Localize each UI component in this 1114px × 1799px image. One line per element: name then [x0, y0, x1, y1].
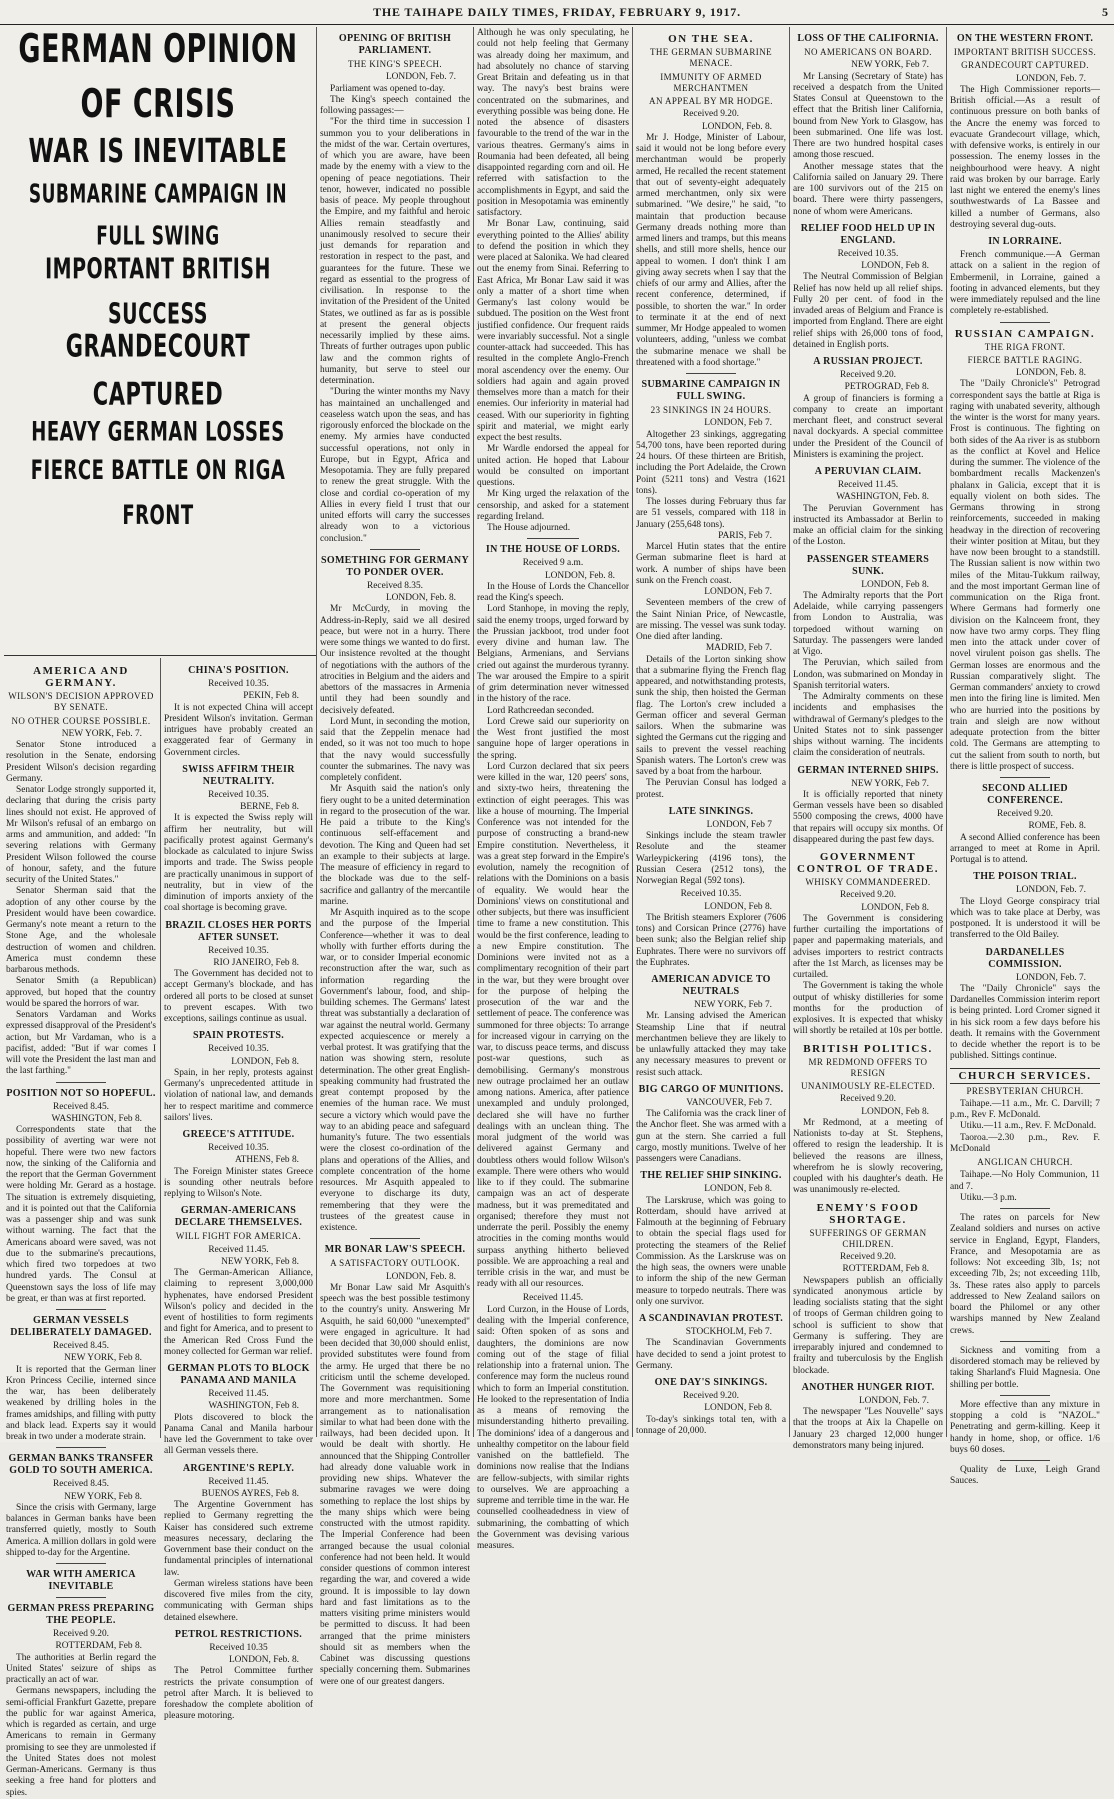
article-heading: AMERICA AND GERMANY.	[33, 665, 129, 689]
article-heading: BIG CARGO OF MUNITIONS.	[638, 1083, 784, 1095]
paragraph: The High Commissioner reports—British official.—As a result of continuous pressure on both banks of the Ancre the enemy was forced to evacuate Grandecourt village, which, with defensive works, is entirely in our possession. The enemy losses in the neighbourhood were heavy. A night raid was broken by our barrage. Early last night we entered the enemy's lines southwestwards of La Bassee and killed a number of Germans, also destroying several dug-outs.	[950, 84, 1100, 230]
article-heading: GERMAN PRESS PREPARING THE PEOPLE.	[7, 1603, 155, 1626]
article-heading: GOVERNMENT CONTROL OF TRADE.	[797, 851, 939, 875]
paragraph: Newspapers publish an officially syndicated anonymous article by leading socialists stating that the sight of troops of German children going to school is sufficient to show that Germany is suffering. They are irreparably injured and condemned to frailty and tuberculosis by the English blockade.	[793, 1275, 943, 1376]
paragraph: The Admiralty reports that the Port Adelaide, while carrying passengers from London to Australia, was torpedoed without warning on Saturday. The passengers were landed at Vigo.	[793, 590, 943, 657]
paragraph: Mr Redmond, at a meeting of Nationists to-day at St. Stephens, offered to resign the leadership. It is believed the reasons are illness, wherefrom he is slowly recovering, coupled with his daughter's death. He was unanimously re-elected.	[793, 1117, 943, 1196]
received-time: Received 11.45.	[208, 1389, 269, 1399]
sub-heading: MR REDMOND OFFERS TO RESIGN	[808, 1056, 928, 1078]
paragraph: The rates on parcels for New Zealand soldiers and nurses on active service in England, Egypt, Flanders, France, and Mesopotamia are as follows: Not exceeding 3lb, 1s; not exceeding 7lb, 2s; not exceeding 11lb, 3s. These rates also apply to parcels addressed to New Zealand sailors on board the Philomel or any other warships manned by New Zealand crews.	[950, 1213, 1100, 1336]
article-heading: AMERICAN ADVICE TO NEUTRALS	[651, 974, 771, 997]
article-heading: GERMAN-AMERICANS DECLARE THEMSELVES.	[174, 1205, 303, 1229]
paragraph: Lord Curzon, in the House of Lords, dealing with the Imperial conference, said: Often spoken of as sons and daughters, the dominions are now coming out of the stage of filial relationship into a fraternal union. The conference may form the nucleus round which to form an Imperial constitution. He looked to the representation of India as a means of removing the misunderstanding hitherto prevailing. The dominions' idea of a dangerous and unhealthy competitor on the labour field vanished on the battlefield. The dominions now realise that the Indians are fellow-subjects, with similar rights to ourselves. We are approaching a supreme and terrible time in the war. He counselled coolheadedness in view of submarining, the combatting of which the Government was devising various measures.	[477, 1304, 629, 1551]
dateline: LONDON, Feb. 8.	[701, 121, 772, 132]
paragraph: The Larskruse, which was going to Rotterdam, should have arrived at Falmouth at the beginning of February to obtain the special flags used for protecting the steamers of the Relief Commission. As the Larskruse was on the high seas, the owners were unable to inform the ship of the new German measure to torpedo neutrals. There was only one survivor.	[636, 1195, 786, 1307]
headline-3: SUBMARINE CAMPAIGN IN FULL SWING	[28, 180, 288, 252]
paragraph: Spain, in her reply, protests against Germany's unprecedented attitude in violation of national law, and demands her to respect maritime and commerce sailors' lives.	[164, 1067, 313, 1123]
dateline: PARIS, Feb 7.	[718, 530, 772, 541]
received-time: Received 10.35.	[208, 789, 269, 800]
dateline: WASHINGTON, Feb 8.	[51, 1113, 142, 1124]
paragraph: Lord Stanhope, in moving the reply, said the enemy troops, urged forward by the Prussian jackboot, trod under foot every divine and human law. The Belgians, Armenians, and Servians cried out against the murderous tyranny. The war aroused the Empire to a spirit of grim determination never witnessed in the history of the race.	[477, 604, 629, 705]
paragraph: Marcel Hutin states that the entire German submarine fleet is hard at work. A number of ships have been sunk on the French coast.	[636, 542, 786, 586]
dateline: LONDON, Feb 7.	[704, 587, 772, 597]
headline-divider	[4, 655, 316, 656]
dateline: NEW YORK, Feb 7.	[851, 60, 929, 71]
dateline: LONDON, Feb 8.	[704, 1184, 772, 1195]
sub-heading: A SATISFACTORY OUTLOOK.	[330, 1258, 460, 1269]
paragraph: The Peruvian Government has instructed its Ambassador at Berlin to make an official claim for the sinking of the Loston.	[793, 503, 943, 548]
received-time: Received 9.20.	[683, 109, 739, 120]
received-time: Received 11.45.	[208, 1476, 269, 1487]
article-heading: IN THE HOUSE OF LORDS.	[485, 544, 621, 556]
article-heading: THE RELIEF SHIP SINKING.	[640, 1170, 782, 1182]
article-heading: A RUSSIAN PROJECT.	[813, 356, 923, 367]
paragraph: Senator Sherman said that the adoption of any other course by the President would have been cowardice. Germany's note meant a return to the Stone Age, and the wholesale destruction of women and children. America must condemn these barbarous methods.	[6, 886, 156, 975]
paragraph: The Peruvian Consul has lodged a protest.	[636, 778, 786, 800]
column-rule	[316, 27, 317, 1437]
article-heading: IN LORRAINE.	[988, 236, 1062, 247]
paragraph: The Foreign Minister states Greece is sounding other neutrals before replying to Wilson's Note.	[164, 1166, 313, 1199]
paragraph: The California was the crack liner of the Anchor fleet. She was armed with a gun at the stern. She carried a full cargo, mostly munitions. Twelve of her passengers were Canadians.	[636, 1109, 786, 1164]
paragraph: It is not expected China will accept President Wilson's invitation. German intrigues have probably created an exaggerated fear of Germany in Government circles.	[164, 702, 313, 758]
page-number: 5	[1102, 5, 1108, 19]
article-heading: GERMAN INTERNED SHIPS.	[797, 764, 939, 776]
sub-heading: 23 SINKINGS IN 24 HOURS.	[650, 405, 772, 415]
paragraph: The House adjourned.	[487, 523, 571, 533]
received-time: Received 9.20.	[840, 890, 896, 901]
paragraph: Another message states that the California sailed on January 29. There are 100 survivors out of the 215 on board. There were thirty passengers, none of whom were Americans.	[793, 161, 943, 217]
received-time: Received 9.20.	[683, 1391, 739, 1401]
masthead	[0, 0, 1114, 25]
article-heading: ARGENTINE'S REPLY.	[182, 1462, 295, 1474]
paragraph: The authorities at Berlin regard the United States' seizure of ships as practically an act of war.	[6, 1652, 156, 1685]
received-time: Received 9.20.	[997, 809, 1053, 819]
sub-heading: THE KING'S SPEECH.	[347, 59, 443, 69]
article-heading: A SCANDINAVIAN PROTEST.	[638, 1313, 784, 1324]
paragraph: French communique.—A German attack on a salient in the region of Embermenil, in Lorraine, gained a footing in advanced elements, but they were immediately repulsed and the line completely re-established.	[950, 250, 1100, 317]
article-heading: SUBMARINE CAMPAIGN IN FULL SWING.	[641, 379, 781, 402]
paragraph: The "Daily Chronicle's" Petrograd correspondent says the battle at Riga is raging with unabated severity, although the winter is the worst for many years. Frost is continuous. The fighting on both sides of the Aa river is as stubborn as the conflict at Kovel and Helice during the summer. The violence of the bombardment recalls Mackenzen's phalanx in Galicia, except that it is equally violent on both sides. The Germans throwing in strong reinforcements, succeeded in making headway in the direction of recovering their winter position at Mitau, but they have now been brought to a standstill. The Russian salient is now within two miles of the Mitau-Tukkum railway, and the most important German line of communication on the Riga front. Where Germans had formerly one division on the Kalnceem front, they now have two army corps. They fling men into the attack under cover of novel virulent poison gas shells. The German losses are enormous and the Russian comparatively slight. The German commanders' anxiety to crowd men into the firing line is limited. Men who are hurried into the positions by train and sleigh are now without adequate protection from the bitter cold. The Germans are attempting to cut the salient from south to north, but there is little prospect of success.	[950, 379, 1100, 772]
dateline: MADRID, Feb 7.	[705, 643, 772, 654]
paragraph: A second Allied conference has been arranged to meet at Rome in April. Portugal is to attend.	[950, 832, 1100, 865]
dateline: LONDON, Feb. 8.	[385, 593, 456, 603]
paragraph: The Government is taking the whole output of whisky distilleries for some months for the production of explosives. It is expected that whisky will shortly be retailed at 10s per bottle.	[793, 981, 943, 1037]
column-rule	[160, 658, 161, 1438]
received-time: Received 10.35.	[208, 679, 269, 689]
received-time: Received 10.35.	[208, 945, 269, 956]
paragraph: "During the winter months my Navy has maintained an unchallenged and ceaseless watch upon the seas, and has rigorously enforced the blockade on the enemy. My armies have conducted successful operations, not only in Europe, but in Egypt, Africa and Mesopotamia. They are fully prepared to renew the great struggle. With the close and cordial co-operation of my Allies in every field I trust that our united efforts will carry the successes already won to a victorious conclusion."	[320, 387, 470, 544]
separator	[56, 1597, 106, 1598]
dateline: LONDON, Feb. 8.	[544, 570, 615, 581]
separator	[1000, 777, 1050, 778]
article-heading: SOMETHING FOR GERMANY TO PONDER OVER.	[321, 554, 469, 578]
paragraph: Mr McCurdy, in moving the Address-in-Reply, said we all desired peace, but were not in a hurry. There were some things we wanted to do first. Our insistence revolted at the thought of negotiations with the authors of the atrocities in Belgium and the aiders and abettors of the massacres in Armenia until they had been soundly and decisively defeated.	[320, 604, 470, 716]
sub-heading: AN APPEAL BY MR HODGE.	[649, 96, 773, 106]
dateline: LONDON, Feb. 7.	[385, 72, 456, 83]
paragraph: Although he was only speculating, he could not help feeling that Germany was already doing her maximum, and had absolutely no chance of starving Great Britain and defeating us in that way. The navy's best brains were concentrated on the submarines, and everything possible was being done. He noted the absence of disasters favourable to the trend of the war in the various theatres. Germany's aims in Roumania had been defeated, all being disappointed regarding corn and oil. He referred with satisfaction to the accomplishments in Egypt, and said the position in Mesopotamia was eminently satisfactory.	[477, 28, 629, 218]
paragraph: The Argentine Government has replied to Germany regretting the Kaiser has considered such extreme measures necessary, declaring the Government base their conduct on the fundamental principles of international law.	[164, 1500, 313, 1578]
paragraph: The newspaper "Les Nouvelle" says that the troops at Aix la Chapelle on January 23 charged 12,000 hunger demonstrators many being injured.	[793, 1407, 943, 1451]
sub-heading: PRESBYTERIAN CHURCH.	[966, 1085, 1084, 1096]
received-time: Received 11.45.	[837, 480, 899, 490]
paragraph: It is officially reported that ninety German vessels have been so disabled 5500 composing the crews, 4000 have that repairs will occupy six months. Of disappeared during the past few days.	[793, 789, 943, 845]
sub-heading: NO AMERICANS ON BOARD.	[804, 47, 932, 57]
received-time: Received 9.20.	[840, 1094, 896, 1105]
paragraph: Senator Lodge strongly supported it, declaring that during the crisis party lines should not exist. He approved of Mr Wilson's refusal of an embargo on arms and ammunition, and added: "In severing relations with Germany President Wilson followed the course of honour, safety, and the future security of the United States."	[6, 785, 156, 885]
paragraph: Mr King urged the relaxation of the censorship, and asked for a statement regarding Ireland.	[477, 489, 629, 522]
sub-heading: SUFFERINGS OF GERMAN CHILDREN.	[809, 1227, 927, 1249]
paragraph: Quality de Luxe, Leigh Grand Sauces.	[950, 1465, 1100, 1487]
paragraph: Details of the Lorton sinking show that a submarine flying the French flag appeared, and notwithstanding protests, sunk the ship, then hoisted the German flag. The Lorton's crew included a German officer and several German sailors. When the submarine was sighted the Germans cut the rigging and sails to prevent the vessel reaching Spanish waters. The Lorton's crew was saved by a boat from the harbour.	[636, 654, 786, 777]
paragraph: The German-American Alliance, claiming to represent 3,000,000 hyphenates, have endorsed President Wilson's policy and decided in the event of hostilities to form regiments and fight for America, and to present to the American Red Cross Fund the money collected for German war relief.	[164, 1268, 313, 1357]
article-heading: DARDANELLES COMMISSION.	[985, 946, 1065, 970]
column-rule	[473, 27, 474, 1437]
sub-heading: THE GERMAN SUBMARINE MENACE.	[649, 47, 772, 69]
sub-heading: NO OTHER COURSE POSSIBLE.	[11, 715, 151, 726]
paragraph: Plots discovered to block the Panama Canal and Manila harbour have led the Government to take over all German vessels there.	[164, 1412, 313, 1457]
dateline: WASHINGTON, Feb 8.	[208, 1401, 299, 1412]
sub-heading: FIERCE BATTLE RAGING.	[967, 354, 1083, 365]
article-heading: POSITION NOT SO HOPEFUL.	[6, 1087, 156, 1099]
separator	[1000, 1341, 1050, 1342]
paragraph: It is reported that the German liner Kron Princess Cecilie, interned since the war, has been deliberately weakened by drilling holes in the frames amidships, and filling with putty and black lead. Experts say it would break in two under a moderate strain.	[6, 1364, 156, 1442]
column-rule	[946, 27, 947, 1437]
paragraph: Lord Crewe said our superiority on the West front justified the most sanguine hope of larger operations in the spring.	[477, 716, 629, 761]
paragraph: The King's speech contained the following passages:—	[320, 94, 470, 116]
column-rule	[789, 27, 790, 1437]
article-heading: A PERUVIAN CLAIM.	[814, 466, 922, 477]
received-time: Received 10.35.	[208, 1143, 269, 1153]
paragraph: Lord Rathcreedan seconded.	[487, 705, 594, 716]
dateline: VANCOUVER, Feb 7.	[686, 1097, 772, 1108]
article-heading: PASSENGER STEAMERS SUNK.	[806, 553, 930, 577]
paragraph: Germans newspapers, including the semi-official Frankfurt Gazette, prepare the public for war against America, which is regarded as certain, and urge Americans to remain in Germany promising to see they are unmolested if the United States does not molest German-Americans. Germany is thus seeking a free hand for plotters and spies.	[6, 1686, 156, 1798]
article-heading: SECOND ALLIED CONFERENCE.	[982, 783, 1068, 806]
article-heading: ANOTHER HUNGER RIOT.	[801, 1381, 935, 1393]
separator	[1000, 1208, 1050, 1209]
separator	[56, 1309, 106, 1310]
article-heading: LATE SINKINGS.	[668, 805, 754, 817]
separator	[527, 538, 579, 539]
article-heading: RUSSIAN CAMPAIGN.	[954, 327, 1096, 340]
article-heading: BRAZIL CLOSES HER PORTS AFTER SUNSET.	[165, 919, 312, 943]
dateline: ROME, Feb. 8.	[1028, 821, 1086, 832]
dateline: NEW YORK, Feb 8.	[64, 1353, 142, 1364]
sub-heading: ANGLICAN CHURCH.	[977, 1157, 1073, 1167]
paragraph: Mr. Lansing advised the American Steamship Line that if neutral merchantmen believe they are likely to be unlawfully attacked they may take any necessary measures to prevent or resist such attack.	[636, 1011, 786, 1078]
separator	[56, 1082, 106, 1083]
article-heading: SWISS AFFIRM THEIR NEUTRALITY.	[182, 763, 295, 787]
article-heading: OPENING OF BRITISH PARLIAMENT.	[338, 33, 452, 56]
dateline: NEW YORK, Feb. 7.	[61, 728, 142, 739]
paragraph: Senators Vardaman and Works expressed disapproval of the President's action, but Mr Vardaman, who is a pacifist, added: "But if war comes I will vote the President the last man and the last farthing."	[6, 1010, 156, 1077]
paragraph: To-day's sinkings total ten, with a tonnage of 20,000.	[636, 1414, 786, 1436]
paragraph: The British steamers Explorer (7606 tons) and Corsican Prince (2776) have been sunk; also the Belgian relief ship Euphrates. There were no survivors off the Euphrates.	[636, 912, 786, 968]
article-heading: WAR WITH AMERICA INEVITABLE	[26, 1569, 136, 1592]
dateline: LONDON, Feb. 7.	[1015, 972, 1086, 983]
dateline: LONDON, Feb 8.	[861, 1106, 929, 1117]
article-heading: CHINA'S POSITION.	[188, 665, 289, 676]
article-heading: SPAIN PROTESTS.	[192, 1030, 284, 1042]
article-heading: ON THE WESTERN FRONT.	[956, 33, 1094, 44]
dateline: LONDON, Feb 8.	[861, 261, 929, 271]
paragraph: Utiku.—11 a.m., Rev. F. McDonald.	[960, 1121, 1097, 1132]
paragraph: Utiku.—3 p.m.	[960, 1192, 1017, 1203]
dateline: NEW YORK, Feb 8.	[64, 1491, 142, 1502]
paragraph: Mr J. Hodge, Minister of Labour, said it would not be long before every merchantman would be properly armed, He recalled the recent statement that out of seventy-eight adequately armed merchantmen, only six were submarined. "We desire," he said, "to maintain that production because Germany dreads nothing more than armed liners and tramps, but this means shells, and still more shells, hence our appeal to women. I don't think I am giving away secrets when I say that the chiefs of our army and Allies, after the recent conference, determined, if possible, to shorten the war." In order to terminate it at the end of next summer, Mr Hodge appealed to women volunteers, adding, "unless we combat the submarine menace we shall be threatened with a food shortage."	[636, 132, 786, 368]
article-heading: PETROL RESTRICTIONS.	[174, 1628, 303, 1640]
sub-heading: THE RIGA FRONT.	[984, 341, 1066, 352]
separator	[1000, 1395, 1050, 1396]
dateline: LONDON, Feb. 7.	[1015, 73, 1086, 84]
sub-heading: WILL FIGHT FOR AMERICA.	[175, 1231, 302, 1242]
received-time: Received 10.35.	[837, 248, 899, 259]
dateline: PEKIN, Feb 8.	[243, 691, 299, 702]
dateline: PETROGRAD, Feb 8.	[844, 382, 929, 393]
dateline: LONDON, Feb. 7.	[858, 1395, 929, 1406]
paragraph: Taoroa.—2.30 p.m., Rev. F. McDonald	[950, 1132, 1100, 1154]
article-heading: BRITISH POLITICS.	[803, 1042, 933, 1055]
article-heading: GERMAN VESSELS DELIBERATELY DAMAGED.	[10, 1315, 152, 1338]
article-heading: ENEMY'S FOOD SHORTAGE.	[816, 1201, 920, 1226]
received-time: Received 8.35.	[367, 580, 423, 591]
paragraph: Mr Bonar Law, continuing, said everything pointed to the Allies' ability to defend the position in which they were placed at Salonika. We had cleared out the enemy from Sinai. Referring to East Africa, Mr Bonar Law said it was only a matter of a short time when Germany's last colony would be subdued. The position on the West front justified confidence. Our frequent raids were invariably successful. Not a single counter-attack had succeeded. This has resulted in the complete Anglo-French moral ascendency over the enemy. Our soldiers had again and again proved themselves more than a match for their enemies. Our inferiority in material had ceased. With our superiority in fighting spirit and material, we might early expect the best results.	[477, 219, 629, 443]
article-heading: RELIEF FOOD HELD UP IN ENGLAND.	[800, 222, 936, 246]
paragraph: The Neutral Commission of Belgian Relief has now held up all relief ships. Fully 20 per cent. of food in the invaded areas of Belgium and France is imported from England. There are eight relief ships with 26,000 tons of food, detained in English ports.	[793, 272, 943, 350]
paragraph: The "Daily Chronicle" says the Dardanelles Commission interim report is being printed. Lord Cromer signed it in his sick room a few days before his death. It remains with the Government to decide whether the report is to be published. Sittings continue.	[950, 983, 1100, 1062]
separator	[56, 1447, 106, 1448]
dateline: LONDON, Feb 8.	[231, 1056, 299, 1067]
paragraph: The Scandinavian Governments have decided to send a joint protest to Germany.	[636, 1338, 786, 1371]
sub-heading: WILSON'S DECISION APPROVED BY SENATE.	[8, 691, 154, 713]
paragraph: Since the crisis with Germany, large balances in German banks have been transferred quietly, mostly to South America. A million dollars in gold were shipped to-day for the Argentine.	[6, 1502, 156, 1558]
received-time: Received 9.20.	[53, 1629, 109, 1639]
dateline: LONDON, Feb. 8.	[228, 1655, 299, 1665]
dateline: NEW YORK, Feb 8.	[221, 1256, 299, 1267]
sub-heading: WHISKY COMMANDEERED.	[805, 877, 931, 887]
masthead-title: THE TAIHAPE DAILY TIMES, FRIDAY, FEBRUARY 9, 1917.	[373, 5, 741, 19]
paragraph: The Government has decided not to accept Germany's blockade, and has ordered all ports to be closed at sunset to prevent escapes. With two exceptions, sailings continue as usual.	[164, 969, 313, 1024]
paragraph: German wireless stations have been discovered five miles from the city, communicating with German ships detained elsewhere.	[164, 1578, 313, 1623]
paragraph: Lord Curzon declared that six peers were killed in the war, 120 peers' sons, and sixty-two heirs, threatening the extinction of eight peerages. This was like a house of mourning. The Imperial Conference was not intended for the purpose of constructing a brand-new Empire constitution. Nevertheless, it was a great step forward in the Empire's evolution, namely the recognition of relations with the Dominions on a basis of equality. We would hear the Dominions' views on constitutional and other subjects, but there was insufficient time to frame a new constitution. This would be the first conference, leading to a new Empire constitution. The Dominions were invited not as a complimentary recognition of their part in the war, but they were brought over for the purpose of helping the prosecution of the war and the settlement of peace. The conference was summoned for three objects: To arrange for increased vigour in carrying on the war, to discuss peace terms, and discuss post-war questions, such as demobilising. Germany's monstrous new outrage proclaimed her an outlaw among nations. America, after patience unexampled and unduly prolonged, declared she will have no further dealings with an unclean thing. The moral judgment of the world was delivered against Germany and doubtless others would follow Wilson's example. There were others who would like to if they could. The submarine campaign was an act of desperate madness, but it was premeditated and organised; therefore they must not underrate the peril. Possibly the enemy atrocities in the coming months would surpass anything hitherto believed possible. We are approaching a real and terrible crisis in the war, and must be ready with all our resources.	[477, 761, 629, 1290]
article-heading: GERMAN BANKS TRANSFER GOLD TO SOUTH AMERICA.	[8, 1453, 154, 1477]
received-time: Received 11.45.	[522, 1292, 584, 1303]
paragraph: Taihape.—No Holy Communion, 11 and 7.	[950, 1170, 1100, 1192]
separator	[56, 1563, 106, 1564]
dateline: BUENOS AYRES, Feb 8.	[201, 1488, 299, 1499]
headline-5: GRANDECOURT CAPTURED	[65, 328, 251, 412]
headline-6: HEAVY GERMAN LOSSES	[31, 416, 285, 448]
separator	[686, 373, 736, 374]
dateline: LONDON, Feb 8.	[861, 579, 929, 590]
dateline: WASHINGTON, Feb. 8.	[836, 492, 929, 503]
paragraph: Lord Munt, in seconding the motion, said that the Zeppelin menace had ended, so it was not too much to hope that the navy would successfully counter the submarines. The navy was completely confident.	[320, 716, 470, 783]
separator	[1000, 322, 1050, 323]
dateline: STOCKHOLM, Feb 7.	[685, 1327, 772, 1337]
column-4	[477, 28, 629, 1551]
article-heading: THE POISON TRIAL.	[973, 871, 1077, 883]
paragraph: The Government is considering further curtailing the importations of paper and papermaking materials, and advises importers to restrict contracts after the 1st March, as licenses may be curtailed.	[793, 913, 943, 980]
headline-2: WAR IS INEVITABLE	[28, 133, 288, 171]
paragraph: The Peruvian, which sailed from London, was submarined on Monday in Spanish territorial waters.	[793, 658, 943, 691]
paragraph: Senator Smith (a Republican) approved, but hoped that the country would be spared the horrors of war.	[6, 976, 156, 1009]
dateline: RIO JANEIRO, Feb 8.	[213, 957, 299, 968]
received-time: Received 8.45.	[53, 1479, 109, 1490]
paragraph: Taihape.—11 a.m., Mr. C. Darvill; 7 p.m., Rev F. McDonald.	[950, 1098, 1100, 1120]
column-2	[164, 660, 313, 1722]
column-1	[6, 660, 156, 1798]
received-time: Received 9.20.	[840, 370, 896, 380]
article-heading: LOSS OF THE CALIFORNIA.	[797, 33, 939, 44]
paragraph: Mr Asquith said the nation's only fiery ought to be a united determination in regard to the prosecution of the war. He paid a tribute to the King's continuous self-effacement and devotion. The King and Queen had set an example to their subjects at large. The measure of efficiency in regard to the blockade was due to the self-sacrifice and gallantry of the mercantile marine.	[320, 784, 470, 907]
paragraph: A group of financiers is forming a company to create an important merchant fleet, and construct several naval dockyards. A special committee under the President of the Council of Ministers is examining the project.	[793, 393, 943, 460]
paragraph: In the House of Lords the Chancellor read the King's speech.	[477, 581, 629, 603]
sub-heading: UNANIMOUSLY RE-ELECTED.	[801, 1081, 935, 1091]
dateline: BERNE, Feb 8.	[240, 802, 299, 812]
headline-4: IMPORTANT BRITISH SUCCESS	[45, 253, 271, 331]
sub-heading: GRANDECOURT CAPTURED.	[961, 60, 1089, 71]
dateline: LONDON, Feb 7	[706, 819, 772, 830]
received-time: Received 10.35.	[208, 1044, 269, 1055]
received-time: Received 9 a.m.	[522, 558, 584, 569]
dateline: LONDON, Feb 8.	[704, 1403, 772, 1414]
received-time: Received 10.35	[209, 1642, 268, 1653]
dateline: LONDON, Feb 7.	[704, 418, 772, 429]
column-3	[320, 28, 470, 1687]
paragraph: "For the third time in succession I summon you to your deliberations in the midst of the war. Certain overtures, of which you are aware, have been made by the enemy with a view to the opening of peace negotiations. Their tenor, however, indicated no possible basis of peace. My people throughout the Empire, and my faithful and heroic Allies remain steadfastly and unanimously resolved to secure their just demands for reparation and restoration in respect to the past, and guarantees for the future. These we regard as essential to the progress of civilisation. In response to the invitation of the President of the United States, we outlined as far as is possible at present the general objects necessarily implied by these aims. Threats of further outrages upon public law and the common rights of humanity, but serve to steel our determination.	[320, 117, 470, 386]
sub-heading: IMMUNITY OF ARMED MERCHANTMEN	[660, 71, 762, 93]
article-heading: ONE DAY'S SINKINGS.	[654, 1377, 768, 1388]
dateline: ROTTERDAM, Feb 8.	[842, 1264, 929, 1275]
paragraph: Mr Wardle endorsed the appeal for united action. He hoped that Labour would be consulted on important questions.	[477, 444, 629, 488]
paragraph: Parliament was opened to-day.	[330, 83, 445, 94]
paragraph: Mr Asquith inquired as to the scope and the purpose of the Imperial Conference—whether it was to deal wholly with further efforts during the war, or to consider Imperial economic reconstruction after the war, such as information regarding the Government's labour, food, and ship-building schemes. The Germans' latest threat was substantially a declaration of war against the neutral world. Germany expected acquiescence or merely a verbal protest. It was gratifying that the nation was showing stern, resolute determination. The other great English-speaking community had frustrated the great contempt proposed by the enemies of the human race. We must secure a victory which would pave the way to an abiding peace and safeguard humanity's future. The two essentials were the closest co-ordination of the plans and operations of the Allies, and complete concentration of the home resources. Mr Asquith appealed to everyone to discharge its duty, remembering that they were the trustees of the greatest cause in existence.	[320, 908, 470, 1233]
article-heading: MR BONAR LAW'S SPEECH.	[324, 1244, 466, 1256]
paragraph: The Lloyd George conspiracy trial which was to take place at Derby, was postponed. It is understood it will be transferred to the Old Bailey.	[950, 896, 1100, 941]
article-heading: GREECE'S ATTITUDE.	[182, 1129, 295, 1140]
headline-7: FIERCE BATTLE ON RIGA FRONT	[30, 455, 286, 532]
headline-stack	[8, 27, 308, 532]
separator	[370, 1238, 420, 1239]
dateline: NEW YORK, Feb 7.	[851, 778, 929, 789]
column-rule	[632, 27, 633, 1437]
separator	[370, 549, 420, 550]
column-5	[636, 28, 786, 1434]
paragraph: The Admiralty comments on these incidents and emphasises the withdrawal of Germany's pledges to the United States not to sink passenger ships without warning. The incidents claim the consideration of neutrals.	[793, 692, 943, 759]
paragraph: Mr Bonar Law said Mr Asquith's speech was the best possible testimony to the country's unity. Answering Mr Asquith, he said 60,000 "unexempted" were engaged in agriculture. It had been decided that 30,000 should enlist, provided substitutes were found from the army. He urged that there be no criticism until the scheme developed. The Government was requisitioning more and more merchantmen. Some arrangement as to nationalisation similar to what had been done with the railways, had been decided upon. It would be dealt with shortly. He announced that the Shipping Controller had already done valuable work in providing new ships. Whatever the submarine ravages we were doing something to replace the lost ships by the many ships which were being constructed with the utmost rapidity. The Imperial Conference had been arranged because the usual colonial conference had not been held. It would consider questions of common interest regarding the war, and covered a wide ground. It is impossible to lay down hard and fast limitations as to the matters visiting prime ministers would be permitted to discuss. It had been arranged that the prime ministers should sit as members when the Cabinet was discussing questions specially concerning them. Submarines were one of our greatest dangers.	[320, 1282, 470, 1687]
paragraph: More effective than any mixture in stopping a cold is "NAZOL." Penetrating and germ-killing. Keep it handy in home, shop, or office. 1/6 buys 60 doses.	[950, 1399, 1100, 1455]
received-time: Received 9.20.	[840, 1252, 896, 1262]
received-time: Received 11.45.	[208, 1244, 269, 1255]
dateline: LONDON, Feb 8.	[704, 901, 772, 912]
dateline: LONDON, Feb. 8.	[1015, 368, 1086, 378]
paragraph: It is expected the Swiss reply will affirm her neutrality, but will pacifically protest against Germany's blockade as calculated to injure Swiss imports and trade. The Swiss people are practically unanimous in support of neutrality, but in view of the diminution of imports anxiety of the coal shortage is becoming grave.	[164, 813, 313, 914]
article-heading: GERMAN PLOTS TO BLOCK PANAMA AND MANILA	[167, 1363, 310, 1386]
paragraph: Sinkings include the steam trawler Resolute and the steamer Warleypickering (4196 tons), the Russian Cesera (2512 tons), the Norwegian Regal (592 tons).	[636, 831, 786, 886]
dateline: LONDON, Feb 8.	[861, 902, 929, 913]
column-7	[950, 28, 1100, 1487]
paragraph: Seventeen members of the crew of the Saint Ninian Price, of Newcastle, are missing. The vessel was sunk today. One died after landing.	[636, 598, 786, 642]
sub-heading: IMPORTANT BRITISH SUCCESS.	[953, 47, 1097, 57]
paragraph: Correspondents state that the possibility of averting war were not hopeful. There were two new factors now, the sinking of the California and the report that the German Government were holding Mr. Gerard as a hostage. The situation is extremely disquieting, and it is pointed out that the California was a passenger ship and was sunk without warning. The fact that the Americans aboard were saved, was not due to the submarine's precautions, which fired two torpedoes at two hundred yards. The Consul at Queenstown says the loss of life may be great, er than was at first reported.	[6, 1125, 156, 1304]
received-time: Received 8.45.	[53, 1341, 109, 1351]
received-time: Received 8.45.	[53, 1101, 109, 1112]
dateline: ATHENS, Feb 8.	[234, 1155, 299, 1166]
headline-1: GERMAN OPINION OF CRISIS	[18, 27, 298, 128]
column-6	[793, 28, 943, 1451]
paragraph: The Petrol Committee further restricts the private consumption of petrol after March. It is believed to foreshadow the complete abolition of pleasure motoring.	[164, 1666, 313, 1722]
article-heading: CHURCH SERVICES.	[950, 1068, 1100, 1084]
dateline: LONDON, Feb. 7.	[1015, 885, 1086, 896]
dateline: ROTTERDAM, Feb 8.	[55, 1641, 142, 1652]
paragraph: Altogether 23 sinkings, aggregating 54,700 tons, have been reported during 24 hours. Of these thirteen are British, including the Port Adelaide, the Crown Point (5211 tons) and Vestra (1621 tons).	[636, 429, 786, 496]
paragraph: Mr Lansing (Secretary of State) has received a despatch from the United States Consul at Queenstown to the effect that the British liner California, bound from New York to Glasgow, has been submarined. One life was lost. There are two hundred hospital cases among those rescued.	[793, 71, 943, 161]
article-heading: ON THE SEA.	[668, 33, 754, 45]
received-time: Received 10.35.	[680, 889, 742, 900]
dateline: LONDON, Feb. 8.	[385, 1271, 456, 1282]
dateline: NEW YORK, Feb 7.	[694, 1000, 772, 1010]
separator	[1000, 1460, 1050, 1461]
paragraph: The losses during February thus far are 51 vessels, compared with 118 in January (255,648 tons).	[636, 497, 786, 530]
paragraph: Senator Stone introduced a resolution in the Senate, endorsing President Wilson's decision regarding Germany.	[6, 740, 156, 784]
paragraph: Sickness and vomiting from a disordered stomach may be relieved by taking Sharland's Fluid Magnesia. One shilling per bottle.	[950, 1345, 1100, 1390]
